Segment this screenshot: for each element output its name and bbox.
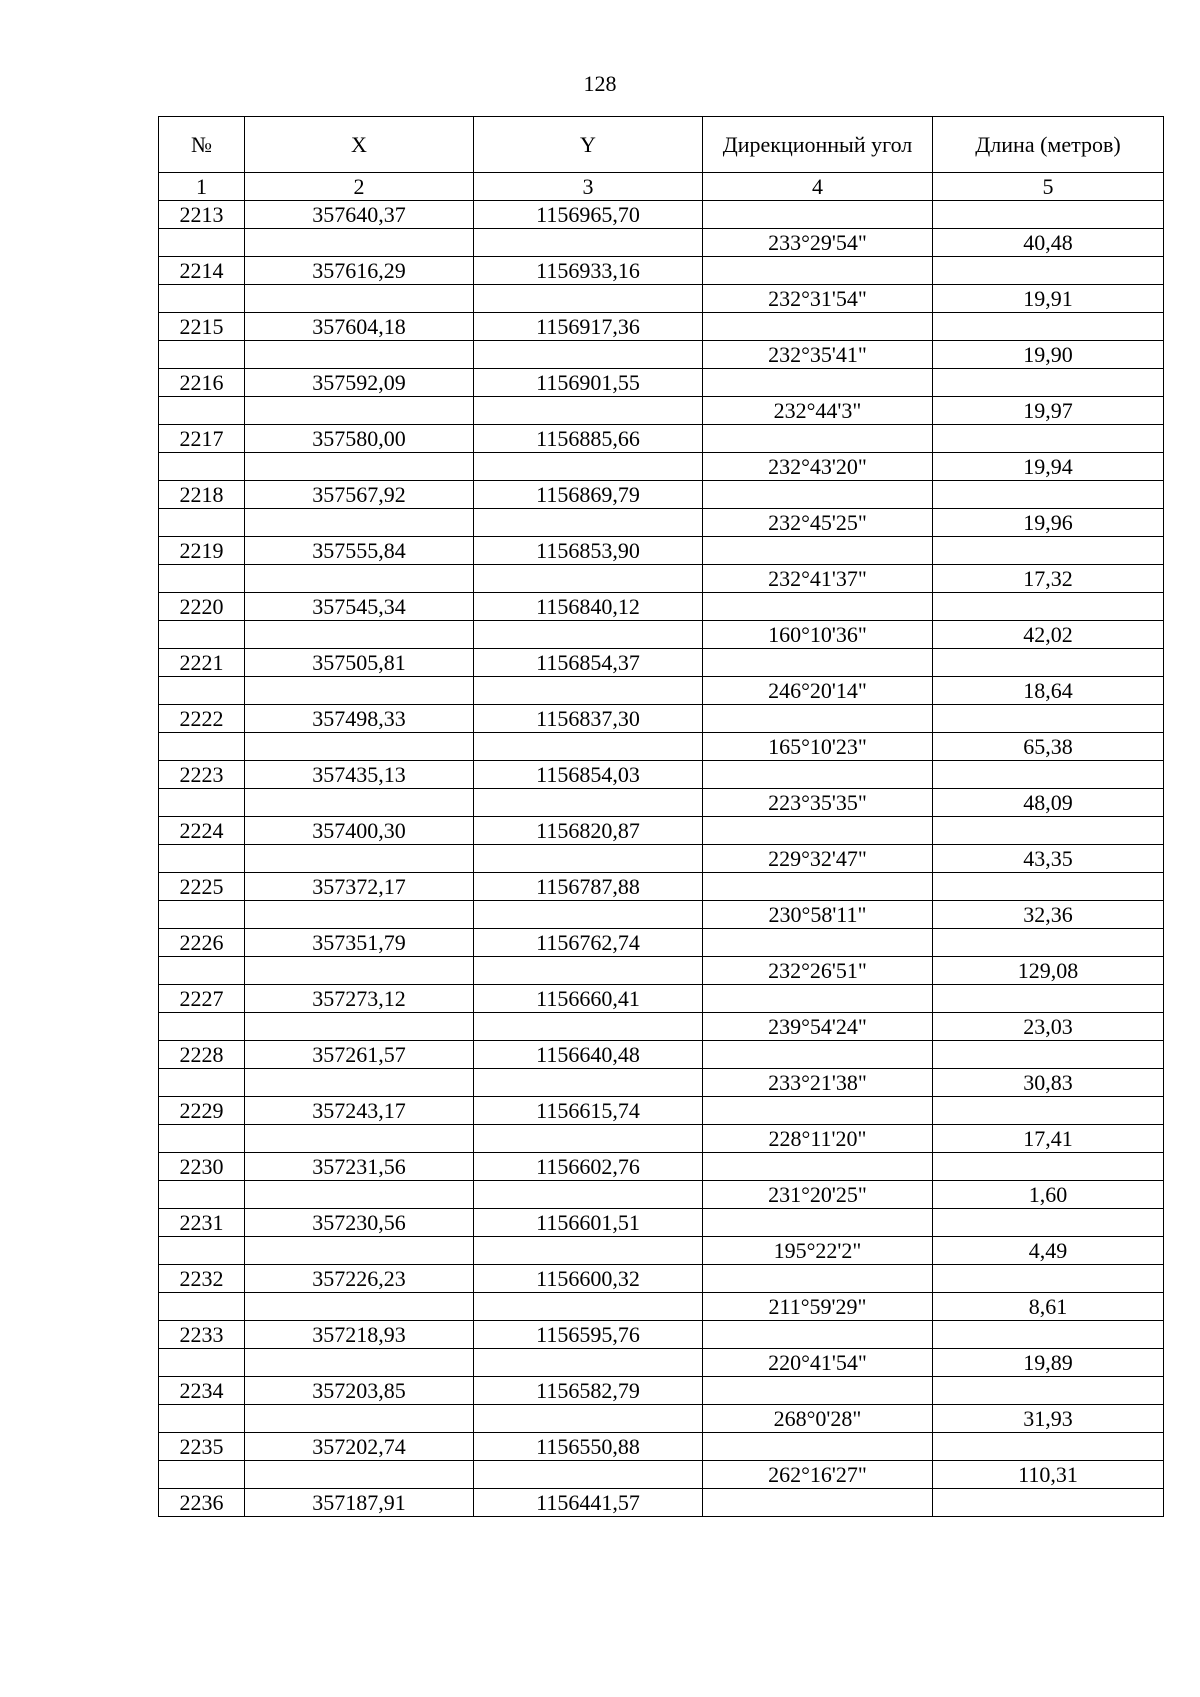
table-row <box>159 733 1164 761</box>
x-coordinate-cell <box>245 229 474 257</box>
table-row <box>159 1125 1164 1153</box>
direction-angle-cell: 223°35'35" <box>703 789 933 817</box>
point-number-cell <box>159 1405 245 1433</box>
direction-angle-cell <box>703 929 933 957</box>
table-row <box>159 1293 1164 1321</box>
point-number-cell <box>159 453 245 481</box>
y-coordinate-cell: 1156917,36 <box>474 313 703 341</box>
table-row <box>159 453 1164 481</box>
length-cell <box>933 873 1164 901</box>
point-number-cell <box>159 957 245 985</box>
x-coordinate-cell <box>245 1181 474 1209</box>
y-coordinate-cell <box>474 621 703 649</box>
point-number-cell: 2220 <box>159 593 245 621</box>
y-coordinate-cell <box>474 509 703 537</box>
point-number-cell <box>159 1013 245 1041</box>
point-number-cell <box>159 845 245 873</box>
length-cell: 48,09 <box>933 789 1164 817</box>
y-coordinate-cell <box>474 1405 703 1433</box>
y-coordinate-cell <box>474 1069 703 1097</box>
x-coordinate-cell: 357231,56 <box>245 1153 474 1181</box>
x-coordinate-cell <box>245 509 474 537</box>
direction-angle-cell <box>703 537 933 565</box>
x-coordinate-cell <box>245 397 474 425</box>
y-coordinate-cell <box>474 1237 703 1265</box>
length-cell: 30,83 <box>933 1069 1164 1097</box>
direction-angle-cell: 165°10'23" <box>703 733 933 761</box>
length-cell: 43,35 <box>933 845 1164 873</box>
direction-angle-cell: 239°54'24" <box>703 1013 933 1041</box>
direction-angle-cell <box>703 1041 933 1069</box>
table-body <box>159 201 1164 1517</box>
x-coordinate-cell <box>245 453 474 481</box>
x-coordinate-cell: 357592,09 <box>245 369 474 397</box>
y-coordinate-cell <box>474 957 703 985</box>
direction-angle-cell: 220°41'54" <box>703 1349 933 1377</box>
point-number-cell <box>159 509 245 537</box>
direction-angle-cell <box>703 1377 933 1405</box>
direction-angle-cell <box>703 1209 933 1237</box>
length-cell: 19,97 <box>933 397 1164 425</box>
length-cell: 19,96 <box>933 509 1164 537</box>
length-cell: 40,48 <box>933 229 1164 257</box>
length-cell: 23,03 <box>933 1013 1164 1041</box>
x-coordinate-cell: 357567,92 <box>245 481 474 509</box>
length-cell <box>933 705 1164 733</box>
y-coordinate-cell <box>474 397 703 425</box>
length-cell <box>933 537 1164 565</box>
x-coordinate-cell: 357400,30 <box>245 817 474 845</box>
x-coordinate-cell <box>245 1461 474 1489</box>
point-number-cell <box>159 229 245 257</box>
length-cell <box>933 649 1164 677</box>
y-coordinate-cell <box>474 453 703 481</box>
length-cell <box>933 761 1164 789</box>
table-row <box>159 369 1164 397</box>
direction-angle-cell <box>703 761 933 789</box>
point-number-cell <box>159 733 245 761</box>
y-coordinate-cell <box>474 1349 703 1377</box>
length-cell <box>933 481 1164 509</box>
y-coordinate-cell: 1156840,12 <box>474 593 703 621</box>
length-cell: 110,31 <box>933 1461 1164 1489</box>
x-coordinate-cell: 357273,12 <box>245 985 474 1013</box>
point-number-cell: 2225 <box>159 873 245 901</box>
table-row <box>159 1013 1164 1041</box>
length-cell <box>933 1097 1164 1125</box>
point-number-cell <box>159 1125 245 1153</box>
x-coordinate-cell: 357187,91 <box>245 1489 474 1517</box>
y-coordinate-cell <box>474 341 703 369</box>
y-coordinate-cell: 1156582,79 <box>474 1377 703 1405</box>
y-coordinate-cell: 1156601,51 <box>474 1209 703 1237</box>
coordinates-table <box>158 116 1164 1517</box>
point-number-cell: 2232 <box>159 1265 245 1293</box>
length-cell: 17,32 <box>933 565 1164 593</box>
x-coordinate-cell: 357545,34 <box>245 593 474 621</box>
y-coordinate-cell: 1156595,76 <box>474 1321 703 1349</box>
point-number-cell: 2213 <box>159 201 245 229</box>
direction-angle-cell <box>703 873 933 901</box>
direction-angle-cell <box>703 705 933 733</box>
table-row <box>159 1433 1164 1461</box>
x-coordinate-cell <box>245 621 474 649</box>
point-number-cell: 2219 <box>159 537 245 565</box>
direction-angle-cell <box>703 1265 933 1293</box>
length-cell <box>933 1153 1164 1181</box>
point-number-cell: 2224 <box>159 817 245 845</box>
direction-angle-cell: 229°32'47" <box>703 845 933 873</box>
table-row <box>159 957 1164 985</box>
point-number-cell: 2234 <box>159 1377 245 1405</box>
length-cell: 19,90 <box>933 341 1164 369</box>
table-row <box>159 929 1164 957</box>
table-row <box>159 285 1164 313</box>
table-row <box>159 481 1164 509</box>
header-number: № <box>159 117 245 173</box>
y-coordinate-cell: 1156787,88 <box>474 873 703 901</box>
point-number-cell <box>159 341 245 369</box>
point-number-cell: 2215 <box>159 313 245 341</box>
point-number-cell <box>159 285 245 313</box>
x-coordinate-cell: 357616,29 <box>245 257 474 285</box>
x-coordinate-cell: 357372,17 <box>245 873 474 901</box>
table-row <box>159 985 1164 1013</box>
length-cell <box>933 929 1164 957</box>
y-coordinate-cell <box>474 677 703 705</box>
x-coordinate-cell: 357505,81 <box>245 649 474 677</box>
table-row <box>159 1349 1164 1377</box>
table-row <box>159 1321 1164 1349</box>
point-number-cell <box>159 1181 245 1209</box>
length-cell: 1,60 <box>933 1181 1164 1209</box>
direction-angle-cell: 195°22'2" <box>703 1237 933 1265</box>
table-row <box>159 341 1164 369</box>
point-number-cell: 2231 <box>159 1209 245 1237</box>
y-coordinate-cell <box>474 1181 703 1209</box>
x-coordinate-cell: 357555,84 <box>245 537 474 565</box>
point-number-cell: 2228 <box>159 1041 245 1069</box>
length-cell <box>933 1377 1164 1405</box>
y-coordinate-cell: 1156869,79 <box>474 481 703 509</box>
table-row <box>159 1153 1164 1181</box>
point-number-cell: 2226 <box>159 929 245 957</box>
table-row <box>159 1377 1164 1405</box>
direction-angle-cell: 232°44'3" <box>703 397 933 425</box>
direction-angle-cell: 262°16'27" <box>703 1461 933 1489</box>
length-cell: 8,61 <box>933 1293 1164 1321</box>
length-cell <box>933 201 1164 229</box>
page-number: 128 <box>583 71 617 96</box>
point-number-cell: 2235 <box>159 1433 245 1461</box>
direction-angle-cell <box>703 481 933 509</box>
table-row <box>159 873 1164 901</box>
x-coordinate-cell <box>245 285 474 313</box>
length-cell <box>933 1433 1164 1461</box>
x-coordinate-cell: 357203,85 <box>245 1377 474 1405</box>
y-coordinate-cell <box>474 733 703 761</box>
length-cell: 42,02 <box>933 621 1164 649</box>
point-number-cell <box>159 565 245 593</box>
y-coordinate-cell: 1156837,30 <box>474 705 703 733</box>
table-row <box>159 677 1164 705</box>
direction-angle-cell <box>703 1153 933 1181</box>
length-cell: 19,91 <box>933 285 1164 313</box>
length-cell: 31,93 <box>933 1405 1164 1433</box>
column-number: 1 <box>159 173 245 201</box>
table-row <box>159 593 1164 621</box>
x-coordinate-cell <box>245 1013 474 1041</box>
y-coordinate-cell <box>474 565 703 593</box>
table-row <box>159 509 1164 537</box>
point-number-cell: 2227 <box>159 985 245 1013</box>
point-number-cell: 2221 <box>159 649 245 677</box>
table-row <box>159 1265 1164 1293</box>
table-row <box>159 789 1164 817</box>
y-coordinate-cell <box>474 1125 703 1153</box>
table-row <box>159 229 1164 257</box>
length-cell <box>933 985 1164 1013</box>
point-number-cell <box>159 677 245 705</box>
direction-angle-cell: 232°31'54" <box>703 285 933 313</box>
direction-angle-cell <box>703 425 933 453</box>
table-row <box>159 201 1164 229</box>
table-row <box>159 1405 1164 1433</box>
table-row <box>159 425 1164 453</box>
length-cell: 18,64 <box>933 677 1164 705</box>
x-coordinate-cell: 357230,56 <box>245 1209 474 1237</box>
y-coordinate-cell <box>474 1013 703 1041</box>
length-cell: 17,41 <box>933 1125 1164 1153</box>
y-coordinate-cell: 1156762,74 <box>474 929 703 957</box>
length-cell <box>933 593 1164 621</box>
direction-angle-cell <box>703 593 933 621</box>
y-coordinate-cell: 1156602,76 <box>474 1153 703 1181</box>
y-coordinate-cell <box>474 845 703 873</box>
column-number-row <box>159 173 1164 201</box>
direction-angle-cell: 268°0'28" <box>703 1405 933 1433</box>
direction-angle-cell <box>703 985 933 1013</box>
length-cell <box>933 257 1164 285</box>
y-coordinate-cell: 1156854,37 <box>474 649 703 677</box>
table-row <box>159 1461 1164 1489</box>
y-coordinate-cell: 1156550,88 <box>474 1433 703 1461</box>
table-row <box>159 1209 1164 1237</box>
direction-angle-cell: 232°45'25" <box>703 509 933 537</box>
table-row <box>159 817 1164 845</box>
length-cell: 19,89 <box>933 1349 1164 1377</box>
x-coordinate-cell: 357580,00 <box>245 425 474 453</box>
x-coordinate-cell <box>245 901 474 929</box>
direction-angle-cell: 160°10'36" <box>703 621 933 649</box>
x-coordinate-cell: 357604,18 <box>245 313 474 341</box>
y-coordinate-cell: 1156660,41 <box>474 985 703 1013</box>
x-coordinate-cell <box>245 1237 474 1265</box>
length-cell: 65,38 <box>933 733 1164 761</box>
point-number-cell: 2214 <box>159 257 245 285</box>
direction-angle-cell: 231°20'25" <box>703 1181 933 1209</box>
y-coordinate-cell: 1156441,57 <box>474 1489 703 1517</box>
point-number-cell <box>159 1349 245 1377</box>
direction-angle-cell <box>703 369 933 397</box>
point-number-cell: 2223 <box>159 761 245 789</box>
x-coordinate-cell <box>245 733 474 761</box>
column-number: 2 <box>245 173 474 201</box>
header-y: Y <box>474 117 703 173</box>
length-cell <box>933 1321 1164 1349</box>
x-coordinate-cell <box>245 845 474 873</box>
table-row <box>159 1097 1164 1125</box>
point-number-cell: 2236 <box>159 1489 245 1517</box>
y-coordinate-cell <box>474 1293 703 1321</box>
length-cell: 129,08 <box>933 957 1164 985</box>
header-x: X <box>245 117 474 173</box>
x-coordinate-cell <box>245 957 474 985</box>
point-number-cell <box>159 1461 245 1489</box>
y-coordinate-cell <box>474 1461 703 1489</box>
length-cell: 32,36 <box>933 901 1164 929</box>
y-coordinate-cell: 1156615,74 <box>474 1097 703 1125</box>
point-number-cell <box>159 1237 245 1265</box>
table-row <box>159 649 1164 677</box>
direction-angle-cell: 232°26'51" <box>703 957 933 985</box>
point-number-cell: 2218 <box>159 481 245 509</box>
point-number-cell: 2233 <box>159 1321 245 1349</box>
length-cell <box>933 313 1164 341</box>
y-coordinate-cell <box>474 229 703 257</box>
y-coordinate-cell: 1156965,70 <box>474 201 703 229</box>
direction-angle-cell: 228°11'20" <box>703 1125 933 1153</box>
x-coordinate-cell: 357226,23 <box>245 1265 474 1293</box>
x-coordinate-cell <box>245 1405 474 1433</box>
direction-angle-cell: 232°41'37" <box>703 565 933 593</box>
table-row <box>159 565 1164 593</box>
direction-angle-cell: 232°43'20" <box>703 453 933 481</box>
direction-angle-cell <box>703 1433 933 1461</box>
column-number: 4 <box>703 173 933 201</box>
y-coordinate-cell: 1156854,03 <box>474 761 703 789</box>
x-coordinate-cell: 357218,93 <box>245 1321 474 1349</box>
table-row <box>159 1237 1164 1265</box>
table-row <box>159 621 1164 649</box>
length-cell <box>933 1209 1164 1237</box>
table-row <box>159 1489 1164 1517</box>
direction-angle-cell <box>703 1097 933 1125</box>
y-coordinate-cell <box>474 285 703 313</box>
x-coordinate-cell <box>245 677 474 705</box>
x-coordinate-cell: 357261,57 <box>245 1041 474 1069</box>
table-row <box>159 705 1164 733</box>
y-coordinate-cell: 1156600,32 <box>474 1265 703 1293</box>
length-cell <box>933 1489 1164 1517</box>
length-cell <box>933 369 1164 397</box>
direction-angle-cell: 211°59'29" <box>703 1293 933 1321</box>
table-row <box>159 257 1164 285</box>
table-row <box>159 313 1164 341</box>
direction-angle-cell: 232°35'41" <box>703 341 933 369</box>
point-number-cell <box>159 621 245 649</box>
x-coordinate-cell: 357640,37 <box>245 201 474 229</box>
direction-angle-cell <box>703 313 933 341</box>
header-row <box>159 117 1164 173</box>
y-coordinate-cell: 1156820,87 <box>474 817 703 845</box>
direction-angle-cell <box>703 817 933 845</box>
point-number-cell: 2229 <box>159 1097 245 1125</box>
direction-angle-cell: 246°20'14" <box>703 677 933 705</box>
y-coordinate-cell <box>474 901 703 929</box>
y-coordinate-cell: 1156901,55 <box>474 369 703 397</box>
length-cell <box>933 1265 1164 1293</box>
y-coordinate-cell: 1156933,16 <box>474 257 703 285</box>
direction-angle-cell <box>703 257 933 285</box>
point-number-cell <box>159 901 245 929</box>
length-cell <box>933 1041 1164 1069</box>
table-row <box>159 397 1164 425</box>
x-coordinate-cell: 357351,79 <box>245 929 474 957</box>
x-coordinate-cell: 357243,17 <box>245 1097 474 1125</box>
point-number-cell: 2230 <box>159 1153 245 1181</box>
table-row <box>159 845 1164 873</box>
header-direction-angle: Дирекционный угол <box>703 117 933 173</box>
x-coordinate-cell <box>245 1293 474 1321</box>
x-coordinate-cell <box>245 341 474 369</box>
x-coordinate-cell <box>245 1069 474 1097</box>
direction-angle-cell <box>703 649 933 677</box>
point-number-cell <box>159 1069 245 1097</box>
x-coordinate-cell <box>245 565 474 593</box>
header-length: Длина (метров) <box>933 117 1164 173</box>
table-row <box>159 1181 1164 1209</box>
x-coordinate-cell: 357498,33 <box>245 705 474 733</box>
table-row <box>159 1041 1164 1069</box>
y-coordinate-cell: 1156885,66 <box>474 425 703 453</box>
point-number-cell <box>159 1293 245 1321</box>
x-coordinate-cell <box>245 1125 474 1153</box>
point-number-cell <box>159 789 245 817</box>
point-number-cell: 2222 <box>159 705 245 733</box>
x-coordinate-cell <box>245 789 474 817</box>
point-number-cell: 2216 <box>159 369 245 397</box>
table-row <box>159 761 1164 789</box>
column-number: 3 <box>474 173 703 201</box>
x-coordinate-cell: 357435,13 <box>245 761 474 789</box>
direction-angle-cell: 233°29'54" <box>703 229 933 257</box>
length-cell <box>933 817 1164 845</box>
point-number-cell <box>159 397 245 425</box>
column-number: 5 <box>933 173 1164 201</box>
direction-angle-cell <box>703 1321 933 1349</box>
direction-angle-cell: 230°58'11" <box>703 901 933 929</box>
length-cell: 19,94 <box>933 453 1164 481</box>
y-coordinate-cell: 1156853,90 <box>474 537 703 565</box>
length-cell <box>933 425 1164 453</box>
table-row <box>159 537 1164 565</box>
y-coordinate-cell: 1156640,48 <box>474 1041 703 1069</box>
y-coordinate-cell <box>474 789 703 817</box>
direction-angle-cell <box>703 201 933 229</box>
table-row <box>159 1069 1164 1097</box>
x-coordinate-cell <box>245 1349 474 1377</box>
length-cell: 4,49 <box>933 1237 1164 1265</box>
direction-angle-cell <box>703 1489 933 1517</box>
direction-angle-cell: 233°21'38" <box>703 1069 933 1097</box>
point-number-cell: 2217 <box>159 425 245 453</box>
x-coordinate-cell: 357202,74 <box>245 1433 474 1461</box>
table-row <box>159 901 1164 929</box>
